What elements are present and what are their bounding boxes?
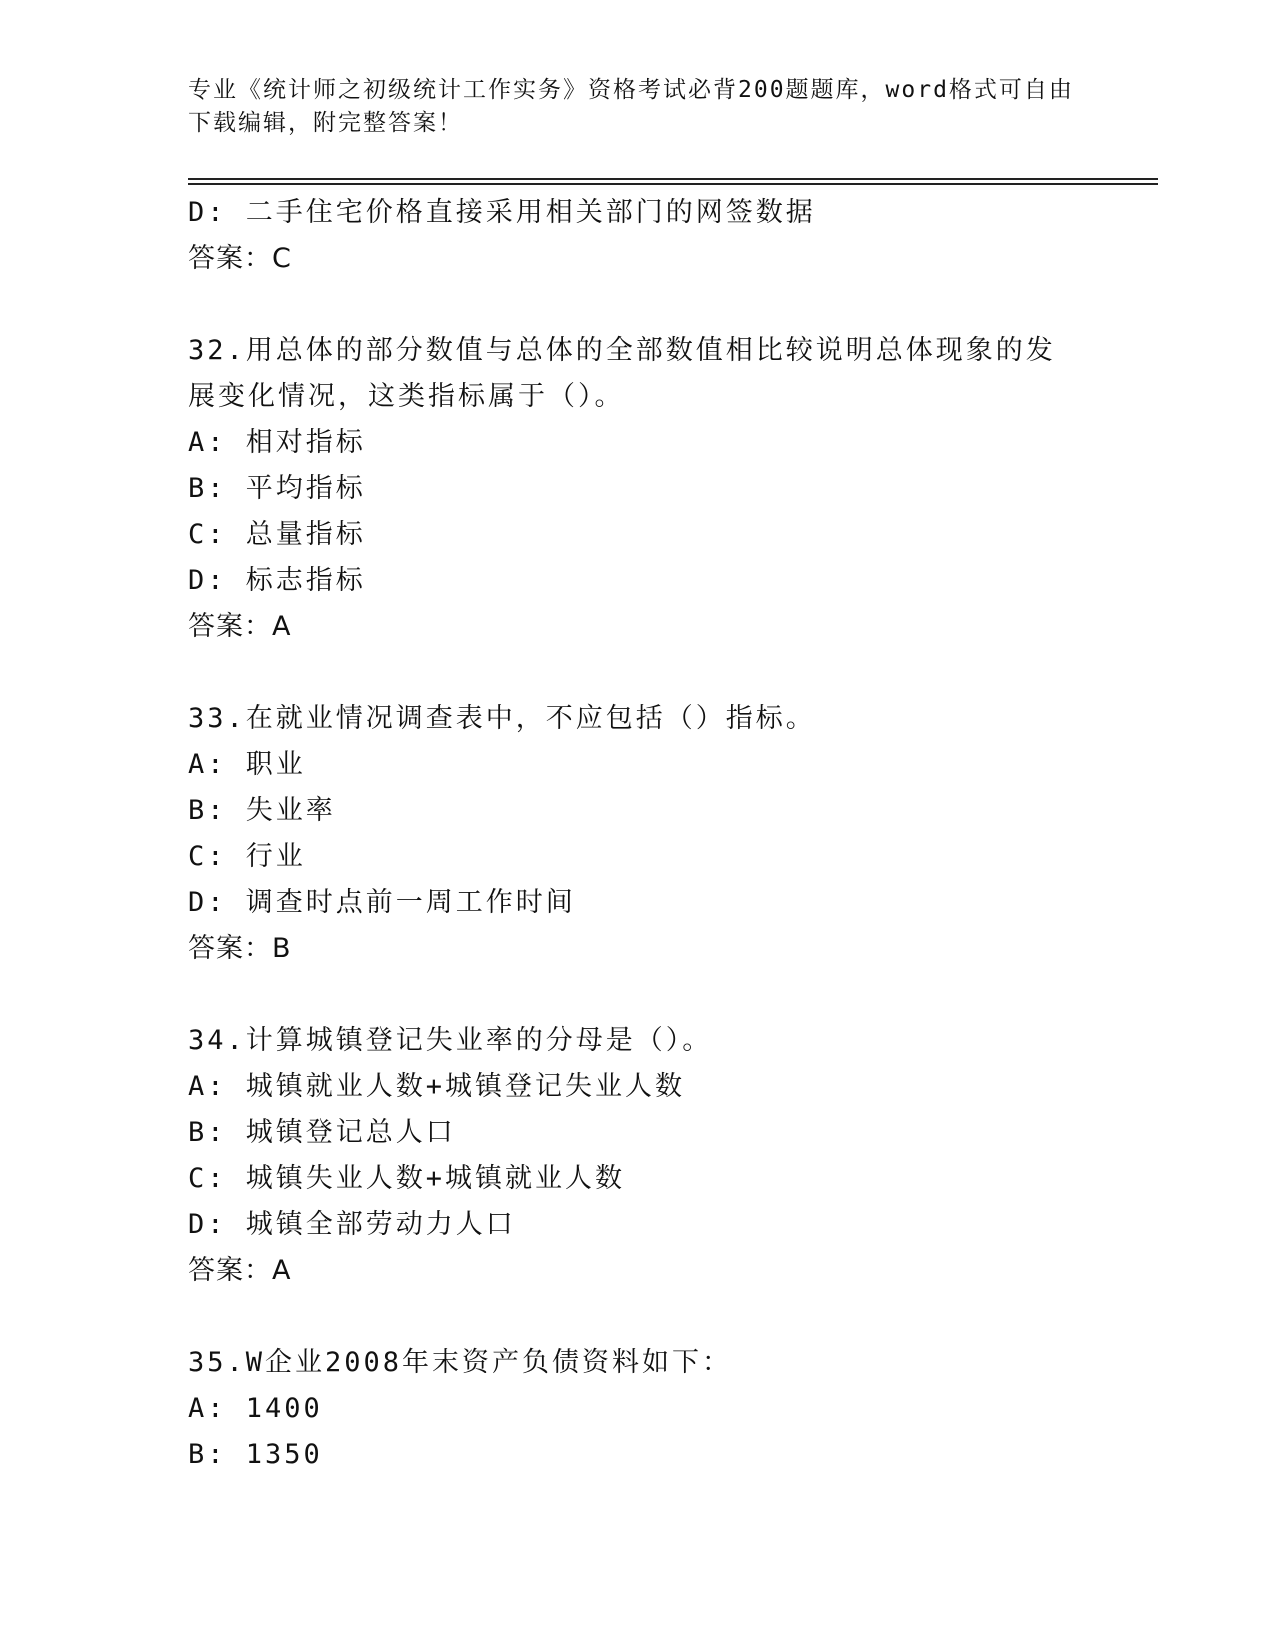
option-b: B: 1350 (188, 1439, 323, 1470)
option-a: A: 1400 (188, 1393, 323, 1424)
option-b: B: 失业率 (188, 795, 336, 826)
option-b: B: 城镇登记总人口 (188, 1117, 456, 1148)
option-d: D: 调查时点前一周工作时间 (188, 887, 576, 918)
option-c: C: 总量指标 (188, 519, 366, 550)
question-33 (188, 696, 1088, 972)
question-list (188, 190, 1088, 1478)
answer: 答案：A (188, 1255, 292, 1286)
option-b: B: 平均指标 (188, 473, 366, 504)
question-35 (188, 1340, 1088, 1478)
question-stem: 33.在就业情况调查表中，不应包括（）指标。 (188, 703, 816, 734)
option-d: D: 二手住宅价格直接采用相关部门的网签数据 (188, 197, 816, 228)
question-stem: 34.计算城镇登记失业率的分母是（）。 (188, 1025, 713, 1056)
option-a: A: 职业 (188, 749, 306, 780)
question-34 (188, 1018, 1088, 1294)
answer: 答案：A (188, 611, 292, 642)
question-stem: 35.W企业2008年末资产负债资料如下： (188, 1347, 733, 1378)
spacer (188, 650, 1088, 696)
option-a: A: 城镇就业人数+城镇登记失业人数 (188, 1071, 686, 1102)
header-divider-bottom (188, 183, 1158, 185)
option-c: C: 行业 (188, 841, 306, 872)
answer: 答案：B (188, 933, 292, 964)
answer: 答案：C (188, 243, 292, 274)
question-stem: 32.用总体的部分数值与总体的全部数值相比较说明总体现象的发展变化情况，这类指标属于（）。 (188, 335, 1056, 412)
option-c: C: 城镇失业人数+城镇就业人数 (188, 1163, 626, 1194)
option-d: D: 标志指标 (188, 565, 366, 596)
spacer (188, 972, 1088, 1018)
option-d: D: 城镇全部劳动力人口 (188, 1209, 516, 1240)
spacer (188, 282, 1088, 328)
question-32 (188, 328, 1088, 650)
spacer (188, 1294, 1088, 1340)
option-a: A: 相对指标 (188, 427, 366, 458)
header-divider-top (188, 178, 1158, 180)
document-header: 专业《统计师之初级统计工作实务》资格考试必背200题题库，word格式可自由下载编辑，附完整答案！ (188, 77, 1074, 136)
